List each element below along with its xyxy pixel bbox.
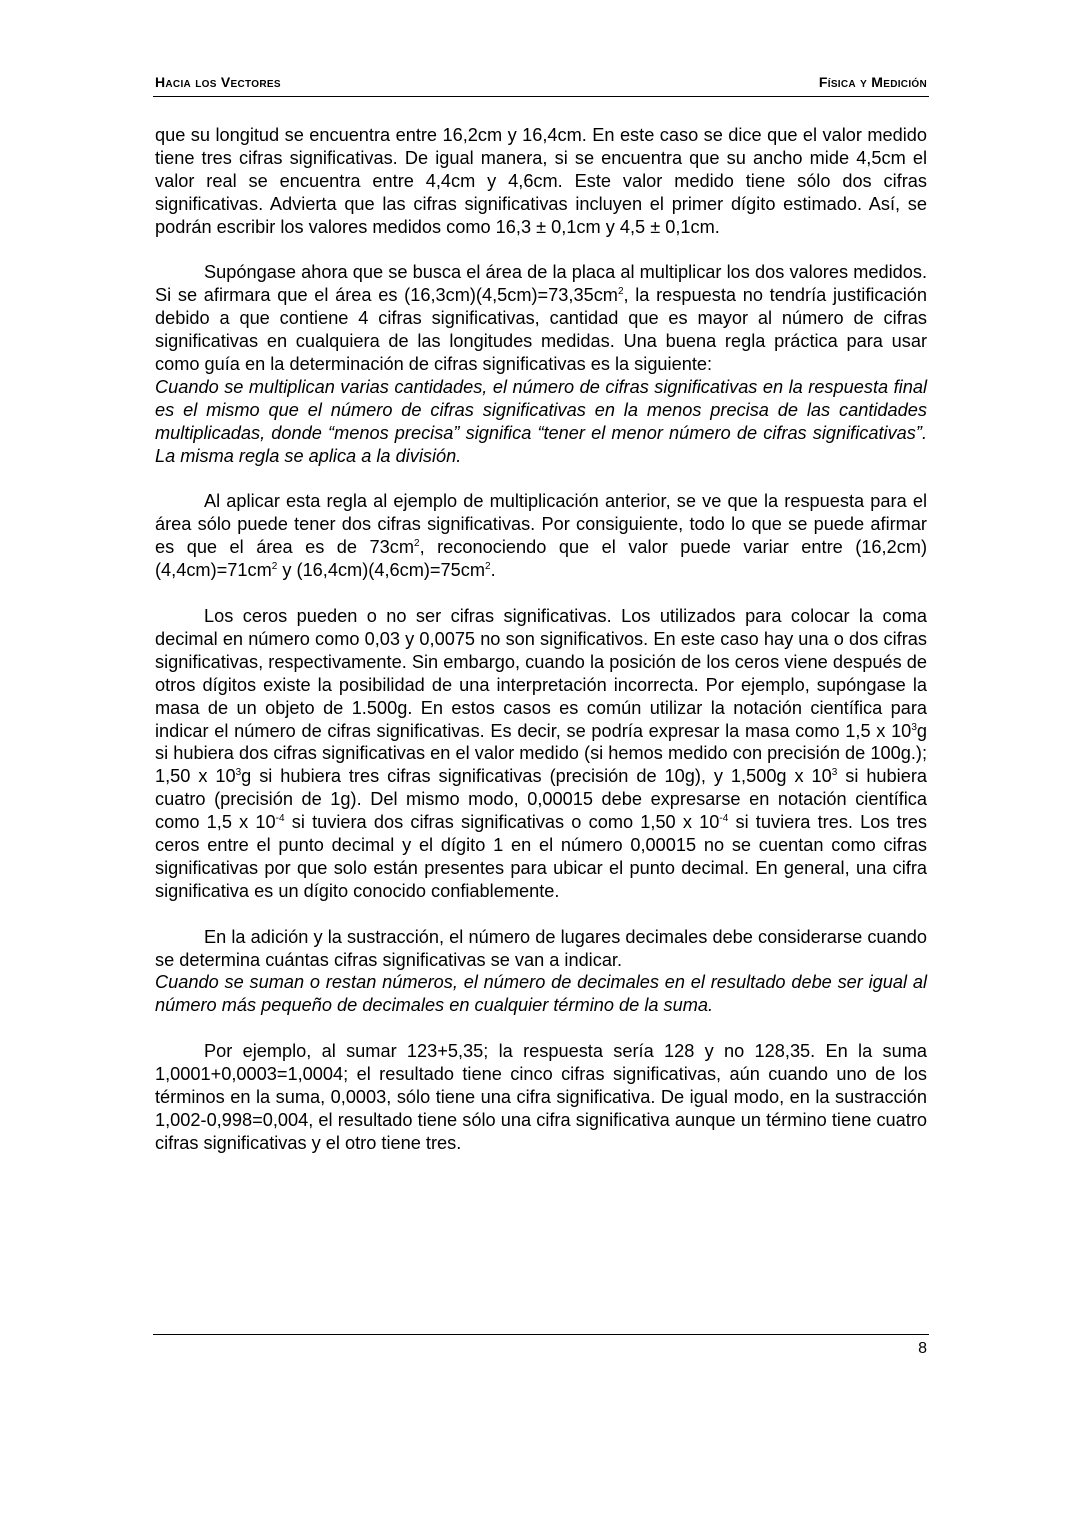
paragraph-1: que su longitud se encuentra entre 16,2cm y 16,4cm. En este caso se dice que el valor medido tiene tres cifras significativas. De igual manera, si se encuentra que su ancho mide 4,5cm el valor real se encuentra entre 4,4cm y 4,6cm. Este valor medido tiene sólo dos cifras significativas. Advierta que las cifras significativas incluyen el primer dígito estimado. Así, se podrán escribir los valores medidos como 16,3 ± 0,1cm y 4,5 ± 0,1cm.	[155, 125, 927, 237]
paragraph-3-part-c: y (16,4cm)(4,6cm)=75cm	[277, 560, 486, 581]
header-left-title: Hacia los Vectores	[155, 74, 281, 90]
paragraph-3	[155, 490, 927, 582]
paragraph-4-part-f: si tuviera tres. Los tres ceros entre el punto decimal y el dígito 1 en el número 0,00015 no se cuentan como cifras significativas por que solo están presentes para ubicar el punto decimal. En general, una cifra significativa es un dígito conocido confiablemente.	[155, 812, 927, 901]
superscript: 2	[271, 561, 278, 573]
paragraph-6: Por ejemplo, al sumar 123+5,35; la respuesta sería 128 y no 128,35. En la suma 1,0001+0,0003=1,0004; el resultado tiene cinco cifras significativas, aún cuando uno de los términos en la suma, 0,0003, sólo tiene una cifra significativa. De igual modo, en la sustracción 1,002-0,998=0,004, el resultado tiene sólo una cifra significativa aunque un término tiene cuatro cifras significativas y el otro tiene tres.	[155, 1041, 927, 1153]
addition-rule: Cuando se suman o restan números, el número de decimales en el resultado debe ser igual al número más pequeño de decimales en cualquier término de la suma.	[155, 972, 927, 1016]
paragraph-4-part-b: g si hubiera dos cifras significativas en el valor medido (si hemos medido con precisión de 100g.); 1,50 x 10	[155, 720, 927, 787]
superscript: -4	[275, 813, 285, 825]
multiplication-rule: Cuando se multiplican varias cantidades, el número de cifras significativas en la respuesta final es el mismo que el número de cifras significativas en la menos precisa de las cantidades multiplicadas, donde “menos precisa” significa “tener el menor número de cifras significativas”. La misma regla se aplica a la división.	[155, 376, 927, 466]
header-right-title: Física y Medición	[818, 74, 927, 90]
paragraph-4-part-d: si hubiera cuatro (precisión de 1g). Del mismo modo, 0,00015 debe expresarse en notación científica como 1,5 x 10	[155, 766, 927, 833]
superscript: 2	[414, 538, 420, 550]
page-number: 8	[918, 1340, 927, 1357]
paragraph-4-part-a: Los ceros pueden o no ser cifras significativas. Los utilizados para colocar la coma decimal en número como 0,03 y 0,0075 no son significativos. En este caso hay una o dos cifras significativas, respectivamente. Sin embargo, cuando la posición de los ceros viene después de otros dígitos existe la posibilidad de una interpretación incorrecta. Por ejemplo, supóngase la masa de un objeto de 1.500g. En estos casos es común utilizar la notación científica para indicar el número de cifras significativas. Es decir, se podría expresar la masa como 1,5 x 10	[155, 605, 927, 741]
paragraph-4	[155, 605, 927, 903]
superscript: 3	[831, 767, 838, 779]
paragraph-3-part-b: , reconociendo que el valor puede variar entre (16,2cm)(4,4cm)=71cm	[155, 537, 927, 581]
superscript: 2	[617, 286, 624, 298]
page-header	[153, 72, 929, 97]
paragraph-2-part-a: Supóngase ahora que se busca el área de la placa al multiplicar los dos valores medidos. Si se afirmara que el área es (16,3cm)(4,5cm)=73,35cm	[155, 262, 927, 306]
paragraph-4-part-e: si tuviera dos cifras significativas o como 1,50 x 10	[284, 812, 720, 833]
paragraph-2	[155, 261, 927, 376]
superscript: 3	[235, 767, 242, 779]
page-body	[155, 124, 927, 1155]
superscript: 3	[911, 721, 917, 733]
paragraph-3-part-d: .	[490, 560, 496, 581]
superscript: -4	[719, 813, 729, 825]
footer-divider	[153, 1334, 929, 1335]
paragraph-3-part-a: Al aplicar esta regla al ejemplo de multiplicación anterior, se ve que la respuesta para el área sólo puede tener dos cifras significativas. Por consiguiente, todo lo que se puede afirmar es que el área es de 73cm	[155, 491, 927, 558]
paragraph-4-part-c: g si hubiera tres cifras significativas (precisión de 10g), y 1,500g x 10	[241, 766, 832, 787]
paragraph-5: En la adición y la sustracción, el número de lugares decimales debe considerarse cuando se determina cuántas cifras significativas se van a indicar.	[155, 926, 927, 970]
paragraph-2-part-b: , la respuesta no tendría justificación debido a que contiene 4 cifras significativas, cantidad que es mayor al número de cifras significativas en cualquiera de las longitudes medidas. Una buena regla práctica para usar como guía en la determinación de cifras significativas es la siguiente:	[155, 285, 927, 375]
superscript: 2	[485, 561, 491, 573]
